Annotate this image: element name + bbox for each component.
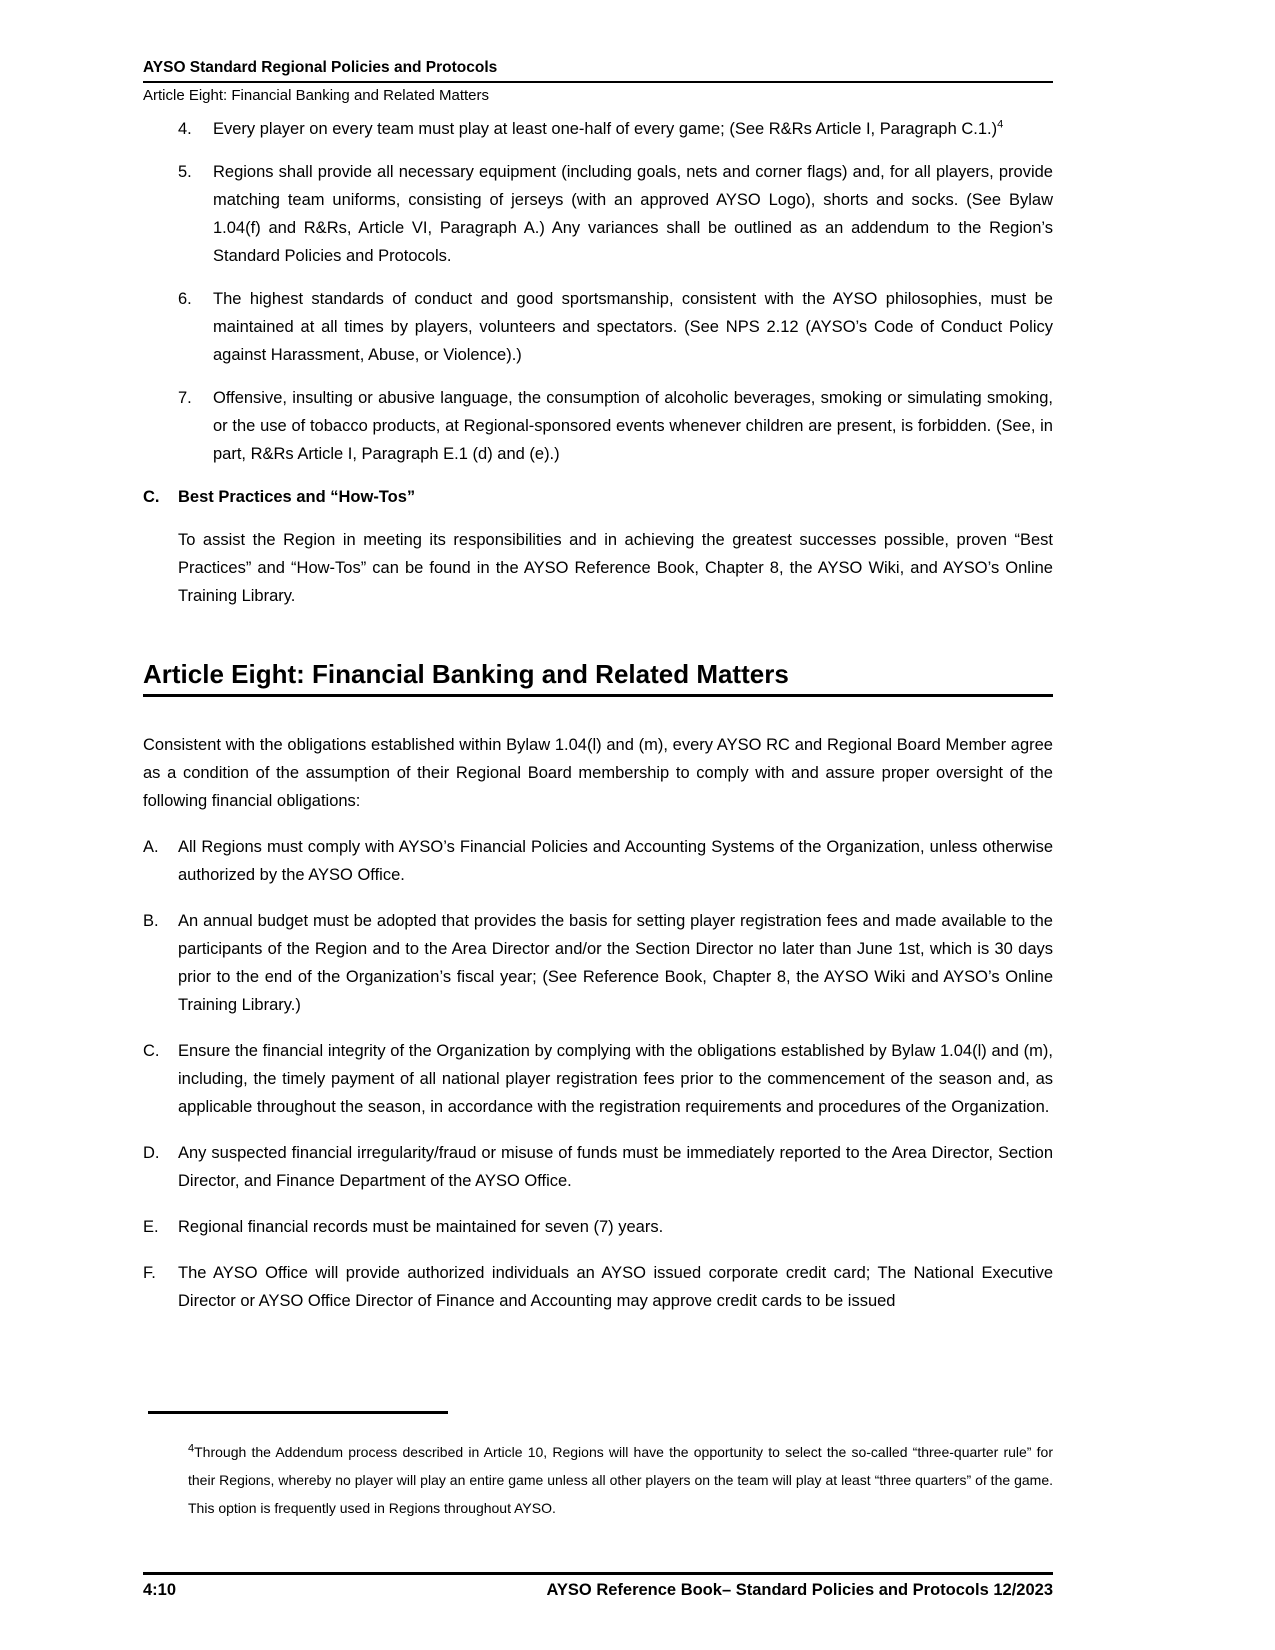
list-item-text: Offensive, insulting or abusive language, the consumption of alcoholic beverages, smoking or simulating smoking, or the use of tobacco products, at Regional-sponsored events whenever children are present, is forbidden. (See, in part, R&Rs Article I, Paragraph E.1 (d) and (e).) bbox=[213, 389, 1053, 463]
list-item-letter: E. bbox=[143, 1218, 159, 1236]
list-item-text: Regions shall provide all necessary equipment (including goals, nets and corner flags) and, for all players, provide matching team uniforms, consisting of jerseys (with an approved AYSO Logo), shorts and socks. (See Bylaw 1.04(f) and R&Rs, Article VI, Paragraph A.) Any variances shall be outlined as an addendum to the Region’s Standard Policies and Protocols. bbox=[213, 163, 1053, 265]
running-header-title: AYSO Standard Regional Policies and Protocols bbox=[143, 59, 498, 76]
footer-title: AYSO Reference Book– Standard Policies and Protocols 12/2023 bbox=[546, 1581, 1053, 1599]
footnote-body: Through the Addendum process described in Article 10, Regions will have the opportunity to select the so-called “three-quarter rule” for their Regions, whereby no player will play an entire game unless all other players on the team will play at least “three quarters” of the game. This option is frequently used in Regions throughout AYSO. bbox=[188, 1444, 1053, 1516]
footnote-marker: 4 bbox=[188, 1442, 195, 1455]
footnote-area bbox=[143, 1411, 1053, 1522]
page-content bbox=[143, 58, 1053, 1333]
list-item bbox=[143, 907, 1053, 1019]
list-item-text: Regional financial records must be maintained for seven (7) years. bbox=[178, 1218, 664, 1236]
list-item-number: 6. bbox=[178, 290, 192, 308]
page-footer bbox=[143, 1572, 1053, 1600]
section-heading-text: Best Practices and “How-Tos” bbox=[178, 488, 416, 506]
list-item bbox=[143, 1139, 1053, 1195]
list-item-text: Ensure the financial integrity of the Organization by complying with the obligations established by Bylaw 1.04(l) and (m), including, the timely payment of all national player registration fees prior to the commencement of the season and, as applicable throughout the season, in accordance with the registration requirements and procedures of the Organization. bbox=[178, 1042, 1053, 1116]
list-item bbox=[143, 1213, 1053, 1241]
list-item bbox=[143, 1037, 1053, 1121]
footnote-separator-rule bbox=[148, 1411, 448, 1414]
list-item-text: Any suspected financial irregularity/fraud or misuse of funds must be immediately reported to the Area Director, Section Director, and Finance Department of the AYSO Office. bbox=[178, 1144, 1053, 1190]
lettered-list bbox=[143, 833, 1053, 1315]
list-item-text bbox=[213, 115, 1053, 143]
footnote-text bbox=[188, 1438, 1053, 1522]
list-item bbox=[143, 1259, 1053, 1315]
list-item-letter: D. bbox=[143, 1144, 160, 1162]
list-item-letter: B. bbox=[143, 912, 159, 930]
header-rule bbox=[143, 81, 1053, 83]
list-item-text: The highest standards of conduct and good sportsmanship, consistent with the AYSO philosophies, must be maintained at all times by players, volunteers and spectators. (See NPS 2.12 (AYSO’s Code of Conduct Policy against Harassment, Abuse, or Violence).) bbox=[213, 290, 1053, 364]
list-item-number: 4. bbox=[178, 120, 192, 138]
section-heading bbox=[143, 483, 1053, 511]
running-header-subtitle: Article Eight: Financial Banking and Related Matters bbox=[143, 87, 490, 104]
list-item-letter: A. bbox=[143, 838, 159, 856]
list-item-body: Every player on every team must play at least one-half of every game; (See R&Rs Article I, Paragraph C.1.) bbox=[213, 120, 998, 138]
list-item-text: An annual budget must be adopted that provides the basis for setting player registration fees and made available to the participants of the Region and to the Area Director and/or the Section Director no later than June 1st, which is 30 days prior to the end of the Organization’s fiscal year; (See Reference Book, Chapter 8, the AYSO Wiki and AYSO’s Online Training Library.) bbox=[178, 912, 1053, 1014]
list-item-text: The AYSO Office will provide authorized individuals an AYSO issued corporate credit card; The National Executive Director or AYSO Office Director of Finance and Accounting may approve credit cards to be issued bbox=[178, 1264, 1053, 1310]
article-intro-paragraph: Consistent with the obligations established within Bylaw 1.04(l) and (m), every AYSO RC and Regional Board Member agree as a condition of the assumption of their Regional Board membership to comply with and assure proper oversight of the following financial obligations: bbox=[143, 736, 1053, 810]
article-title: Article Eight: Financial Banking and Related Matters bbox=[143, 658, 1053, 697]
list-item bbox=[178, 115, 1053, 143]
page-number: 4:10 bbox=[143, 1581, 177, 1599]
section-paragraph: To assist the Region in meeting its responsibilities and in achieving the greatest successes possible, proven “Best Practices” and “How-Tos” can be found in the AYSO Reference Book, Chapter 8, the AYSO Wiki, and AYSO’s Online Training Library. bbox=[178, 531, 1053, 605]
list-item-letter: F. bbox=[143, 1264, 156, 1282]
list-item bbox=[178, 285, 1053, 369]
list-item-number: 5. bbox=[178, 163, 192, 181]
list-item-letter: C. bbox=[143, 1042, 160, 1060]
list-item-text: All Regions must comply with AYSO’s Financial Policies and Accounting Systems of the Organization, unless otherwise authorized by the AYSO Office. bbox=[178, 838, 1053, 884]
section-label: C. bbox=[143, 488, 160, 506]
list-item-number: 7. bbox=[178, 389, 192, 407]
list-item bbox=[178, 158, 1053, 270]
list-item bbox=[178, 384, 1053, 468]
list-item bbox=[143, 833, 1053, 889]
numbered-list bbox=[178, 115, 1053, 468]
footnote-reference: 4 bbox=[997, 118, 1004, 131]
